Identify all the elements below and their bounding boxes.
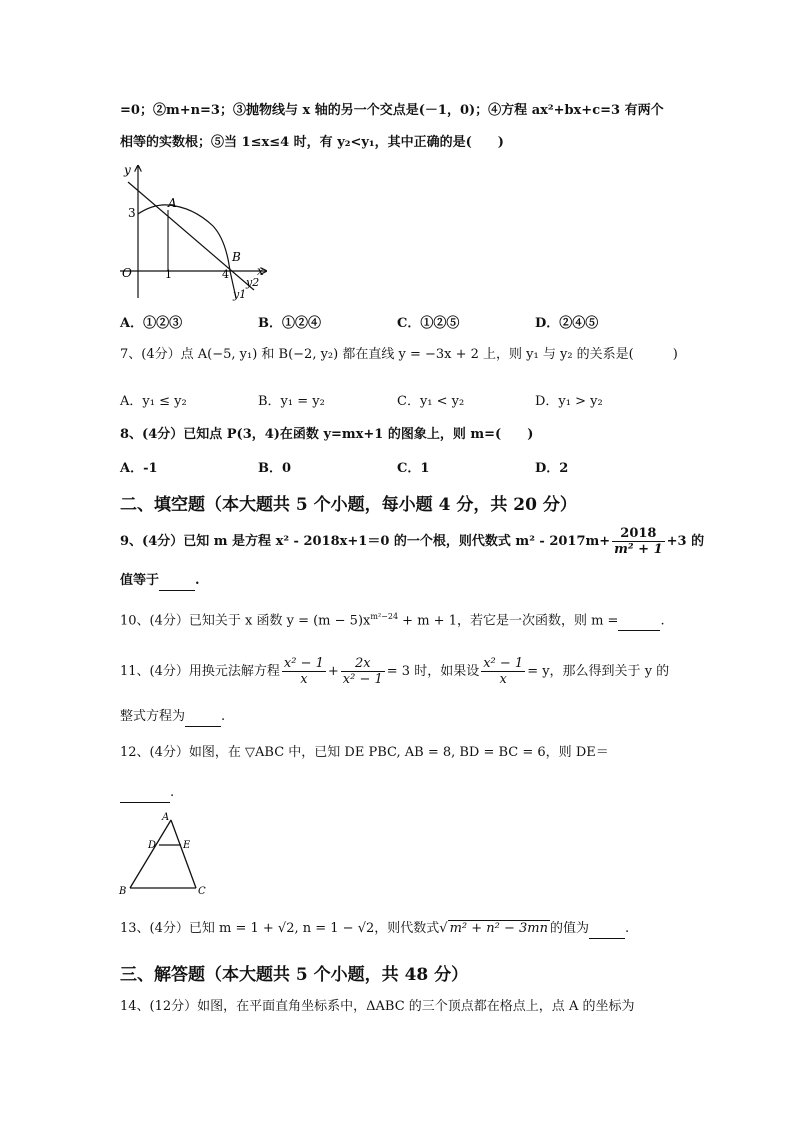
q12-triangle-figure bbox=[116, 810, 216, 900]
q9-line2: 值等于 . bbox=[120, 572, 200, 591]
x-axis-label: x bbox=[257, 264, 264, 278]
parabola-y1 bbox=[138, 205, 236, 298]
q9-frac-num: 2018 bbox=[612, 526, 664, 542]
q11-fraction-3 bbox=[481, 656, 525, 687]
q9-line2-text: 值等于 bbox=[120, 573, 160, 588]
q9-fraction bbox=[612, 526, 664, 557]
q8-option-c: C．1 bbox=[397, 461, 430, 476]
vertex-a-label: A bbox=[162, 812, 170, 823]
q6-graph bbox=[118, 158, 278, 303]
q11-answer-blank bbox=[185, 708, 221, 727]
q11-fraction-1 bbox=[282, 656, 326, 687]
q6-option-d: D．②④⑤ bbox=[535, 316, 599, 331]
vertex-e-label: E bbox=[183, 840, 191, 851]
q6-line1: =0；②m+n=3；③抛物线与 x 轴的另一个交点是(－1，0)；④方程 ax²+bx+c=3 有两个 bbox=[120, 103, 664, 118]
q13-radicand: m² + n² − 3mn bbox=[449, 921, 548, 936]
q7-option-d: D．y₁ > y₂ bbox=[535, 394, 603, 409]
y1-label: y1 bbox=[233, 288, 247, 301]
point-a-label: A bbox=[168, 196, 177, 210]
y2-label: y2 bbox=[246, 276, 260, 289]
q7-text: 7、(4分）点 A(−5, y₁) 和 B(−2, y₂) 都在直线 y = −3x + 2 上，则 y₁ 与 y₂ 的关系是( ) bbox=[120, 347, 678, 362]
q11-line2: 整式方程为 . bbox=[120, 708, 225, 727]
y-axis-label: y bbox=[124, 163, 131, 177]
line-y2 bbox=[128, 182, 254, 290]
q12-answer-blank bbox=[120, 784, 170, 803]
tick-1-label: 1 bbox=[165, 268, 172, 281]
q8-option-a: A．-1 bbox=[120, 461, 158, 476]
q7-option-a: A．y₁ ≤ y₂ bbox=[120, 394, 187, 409]
q11-f2-num: 2x bbox=[341, 656, 385, 672]
q6-option-a: A．①②③ bbox=[120, 316, 183, 331]
q9-pre: 9、(4分）已知 m 是方程 x² - 2018x+1＝0 的一个根，则代数式 m² - 2017m+ bbox=[120, 534, 611, 549]
q13-answer-blank bbox=[589, 920, 625, 939]
q11-plus: + bbox=[327, 664, 339, 679]
vertex-b-label: B bbox=[119, 886, 127, 897]
q11-f3-den: x bbox=[499, 672, 507, 687]
q11-f1-num: x² − 1 bbox=[283, 656, 324, 671]
q10-exponent: m²−24 bbox=[370, 612, 399, 621]
point-b-label: B bbox=[232, 250, 241, 264]
q10-pre: 10、(4分）已知关于 x 函数 y = (m − 5)x bbox=[120, 613, 371, 629]
q6-option-b: B．①②④ bbox=[258, 316, 321, 331]
q10-line: 10、(4分）已知关于 x 函数 $y = (m - 5)x^{m^2-24} + m + 1$，若它是一次函数，则 m = . bbox=[120, 608, 665, 631]
q8-option-d: D．2 bbox=[535, 461, 569, 476]
q8-option-b: B．0 bbox=[258, 461, 292, 476]
q7-option-b: B．y₁ = y₂ bbox=[258, 394, 325, 409]
q12-answer-line: . bbox=[120, 784, 174, 803]
q13-pre: 13、(4分）已知 m = 1 + √2, n = 1 − √2，则代数式 bbox=[120, 921, 440, 936]
q12-text: 12、(4分）如图，在 ▽ABC 中，已知 DE PBC, AB = 8, BD = BC = 6，则 DE＝ bbox=[120, 745, 609, 760]
side-ab bbox=[130, 820, 171, 888]
q9-line1 bbox=[120, 526, 704, 557]
vertex-c-label: C bbox=[198, 886, 206, 897]
q11-post: = y，那么得到关于 y 的 bbox=[527, 664, 670, 679]
side-ac bbox=[171, 820, 196, 888]
q13-post: 的值为 bbox=[549, 921, 589, 936]
q11-line1 bbox=[120, 656, 669, 687]
q10-answer-blank bbox=[618, 612, 660, 631]
q10-post: + m + 1，若它是一次函数，则 m = bbox=[398, 613, 619, 629]
q11-f1-den: x bbox=[300, 672, 308, 687]
q6-line2: 相等的实数根；⑤当 1≤x≤4 时，有 y₂<y₁，其中正确的是( ) bbox=[120, 135, 504, 150]
vertex-d-label: D bbox=[148, 840, 157, 851]
q11-mid: = 3 时，如果设 bbox=[386, 664, 480, 679]
q11-line2-text: 整式方程为 bbox=[120, 709, 186, 724]
q9-answer-blank bbox=[159, 572, 195, 591]
q11-fraction-2 bbox=[341, 656, 385, 687]
tick-4-label: 4 bbox=[222, 268, 229, 281]
q7-option-c: C．y₁ < y₂ bbox=[397, 394, 465, 409]
section-3-heading: 三、解答题（本大题共 5 个小题，共 48 分） bbox=[120, 965, 469, 985]
q9-post: +3 的 bbox=[666, 534, 705, 549]
q13-line: 13、(4分）已知 m = 1 + √2, n = 1 − √2，则代数式√ m² + n² − 3mn 的值为 . bbox=[120, 920, 629, 939]
q11-f3-num: x² − 1 bbox=[483, 656, 524, 671]
q6-option-c: C．①②⑤ bbox=[397, 316, 460, 331]
tick-3-label: 3 bbox=[128, 206, 136, 220]
q8-text: 8、(4分）已知点 P(3，4)在函数 y=mx+1 的图象上，则 m=( ) bbox=[120, 427, 534, 442]
q11-pre: 11、(4分）用换元法解方程 bbox=[120, 664, 280, 679]
q9-frac-den: m² + 1 bbox=[614, 542, 663, 557]
q11-f2-den: x² − 1 bbox=[342, 672, 383, 687]
origin-label: O bbox=[122, 266, 132, 280]
section-2-heading: 二、填空题（本大题共 5 个小题，每小题 4 分，共 20 分） bbox=[120, 495, 577, 515]
q14-text: 14、(12分）如图，在平面直角坐标系中，ΔABC 的三个顶点都在格点上，点 A 的坐标为 bbox=[120, 999, 635, 1014]
